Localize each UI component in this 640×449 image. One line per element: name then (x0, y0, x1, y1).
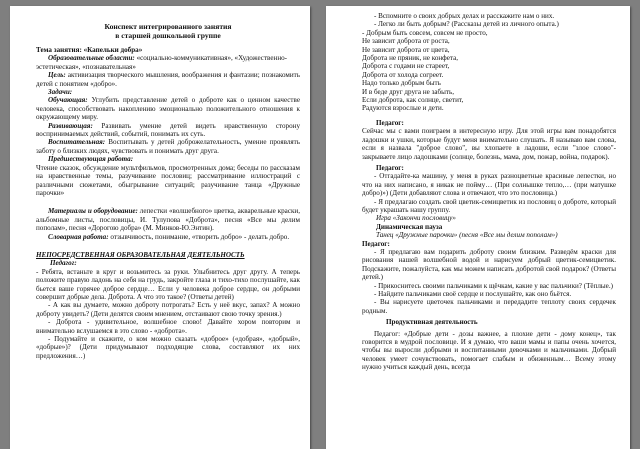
teacher-label: Педагог: (362, 239, 390, 248)
poem-line: Доброта не пряник, не конфета, (362, 54, 459, 63)
petals-paragraph: - Отгадайте-ка машину, у меня в руках разноцветные красивые лепестки, но что на них написано, я никак не пойму… (При солнышке тепло,… (при матушке добро)») (Дети добавляют слова и отвечают, что это пословица.) (362, 172, 616, 198)
game-intro-paragraph: Сейчас мы с вами поиграем в интересную игру. Для этой игры вам понадобятся ладошки и ушки, которые будут меня внимательно слушать. Я называю вам слова, если я назвала "доброе слово", вы хлопаете в ладоши, если "злое слово"- закрываете лицо ладошками (солнце, болезнь, мама, дом, пожар, война, подарок). (362, 127, 616, 161)
nod-heading: НЕПОСРЕДСТВЕННАЯ ОБРАЗОВАТЕЛЬНАЯ ДЕЯТЕЛЬНОСТЬ (36, 250, 245, 259)
document-page-right (326, 6, 630, 449)
dev-paragraph (36, 122, 300, 139)
poem (362, 29, 616, 113)
poem-line: Не зависит доброта от цвета, (362, 45, 450, 54)
question-line: - Легко ли быть добрым? (Рассказы детей из личного опыта.) (374, 20, 559, 29)
pause-label: Динамическая пауза (376, 222, 443, 231)
poem-line: Доброта с годами не стареет, (362, 62, 450, 71)
draw-paragraph: - Вы нарисуете цветочек пальчиками и передадите теплоту своих сердечек родным. (362, 298, 616, 315)
tasks-heading (36, 88, 300, 96)
goal-label: Цель: (48, 71, 66, 80)
teacher-label: Педагог: (376, 163, 404, 172)
nod-paragraph-1: - Ребята, встаньте в круг и возьмитесь за руки. Улыбнитесь друг другу. А теперь положите правую ладонь на себя на грудь, закройте глаза и тихо-тихо послушайте, как бьется ваше горячее доброе сердце… Если у человека доброе сердце, он добрыми совершит добрые дела. Доброта. А что это такое? (Ответы детей) (36, 267, 300, 301)
recall-line: - Вспомните о своих добрых делах и расскажите нам о них. (374, 12, 555, 20)
doc-title-line1: Конспект интегрированного занятия (104, 22, 232, 31)
tasks-label: Задачи: (48, 88, 73, 97)
edu-label: Обучающая: (48, 96, 88, 105)
poem-line: И в беде друг друга не забыть, (362, 87, 455, 96)
prelim-text: Чтение сказок, обсуждение мультфильмов, просмотренных дома; беседы по рассказам на нравственные темы, разучивание пословиц; рассматривание иллюстраций с различными сюжетами, обыгрывание ситуаций; разучивание танца «Дружные парочки» (36, 163, 300, 197)
vocab-paragraph (36, 233, 300, 241)
areas-paragraph (36, 54, 300, 71)
goal-text: активизация творческого мышления, воображения и фантазии; познакомить детей с понятием «добро». (36, 71, 300, 88)
materials-paragraph (36, 207, 300, 232)
dance-text: Танец «Дружные парочки» (песня «Все мы делим пополам») (376, 231, 558, 240)
teacher-label: Педагог: (376, 118, 404, 127)
topic-heading: Тема занятия: «Капельки добра» (36, 46, 143, 54)
vocab-label: Словарная работа: (48, 232, 109, 241)
goal-paragraph (36, 71, 300, 88)
poem-line: Не зависит доброта от роста, (362, 37, 450, 46)
prelim-label: Предшествующая работа: (48, 155, 134, 164)
poem-line: Доброта от холода согреет. (362, 70, 444, 79)
edu-paragraph (36, 96, 300, 121)
upb-text: Воспитывать у детей доброжелательность, умение проявлять заботу о близких людях, чувствовать и понимать друг друга. (36, 138, 300, 155)
upb-paragraph (36, 138, 300, 155)
doc-title-line2: в старшей дошкольной группе (115, 31, 221, 40)
heart-paragraph: - Найдите пальчиками своё сердце и послушайте, как оно бьётся. (374, 290, 572, 298)
flower-paragraph: - Я предлагаю создать свой цветик-семицветик из пословиц о доброте, который будет украшать нашу группу. (362, 197, 616, 214)
poem-line: Радуются взрослые и дети. (362, 104, 444, 113)
teacher-label: Педагог: (50, 259, 77, 268)
paint-paragraph: - Я предлагаю вам подарить доброту своим близким. Разведём краски для рисования нашей волшебной водой и нарисуем добрый цветик-семицветик. Подскажите, пожалуйста, как мы можем написать добротой свой подарок? (Ответы детей.) (362, 247, 616, 282)
areas-text: «социально-коммуникативная», «Художественно-эстетическая», «познавательная» (36, 54, 288, 71)
dev-text: Развивать умение детей видеть нравственную сторону воспринимаемых действий, событий, понимать их суть. (36, 121, 300, 139)
game-label: Игра «Закончи пословицу» (376, 214, 456, 223)
document-page-left (10, 6, 310, 449)
prelim-heading (36, 155, 300, 163)
productive-heading: Продуктивная деятельность (386, 318, 478, 327)
edu-text: Углубить представление детей о доброте как о ценном качестве человека, способствовать накоплению эмоционально положительного отношения к окружающему миру. (36, 96, 300, 122)
vocab-text: отзывчивость, понимание, «творить добро» - делать добро. (110, 232, 290, 241)
nod-paragraph-4: - Подумайте и скажите, о ком можно сказать «доброе» («добрая», «добрый», «добрые»)? (Дети придумывают подходящие слова, составляют их них предложения…) (36, 335, 300, 360)
poem-line: Если доброта, как солнце, светит, (362, 96, 464, 105)
poem-line: - Добрым быть совсем, совсем не просто, (362, 28, 488, 37)
fingers-paragraph: - Прикоснитесь своими пальчиками к щёчкам, какие у вас пальчики? (Тёплые.) (374, 281, 613, 290)
materials-text: лепестки «волшебного» цветка, акварельные краски, альбомные листы, пословицы, И. Тулупова «Доброта», песня «Все мы делим пополам», песня «Дорогою добра» (М. Минков-Ю.Энтин). (36, 207, 300, 233)
upb-label: Воспитательная: (48, 138, 106, 147)
nod-paragraph-2: - А как вы думаете, можно доброту потрогать? Есть у неё вкус, запах? А можно доброту увидеть? (Дети делятся своим мнением, отстаивают свою точку зрения.) (36, 301, 300, 318)
materials-label: Материалы и оборудование: (48, 207, 138, 216)
dev-label: Развивающая: (48, 121, 93, 130)
nod-paragraph-3: - Доброта - удивительное, волшебное слово! Давайте хором повторим и внимательно вслушаемся в это слово - «доброта». (36, 318, 300, 335)
areas-label: Образовательные области: (48, 54, 135, 63)
closing-paragraph: Педагог: «Добрые дети - дозы важнее, а плохие дети - дому конец», так говорится в мудрой пословице. И я думаю, что ваши мамы и папы очень хочется, чтобы вы выросли добрыми и воспитанными девочками и мальчиками. Добрый человек умеет сочувствовать, помогает слабым и обиженным… Всему этому нужно учиться каждый день, всегда (362, 329, 616, 372)
poem-line: Надо только добрым быть (362, 79, 441, 88)
